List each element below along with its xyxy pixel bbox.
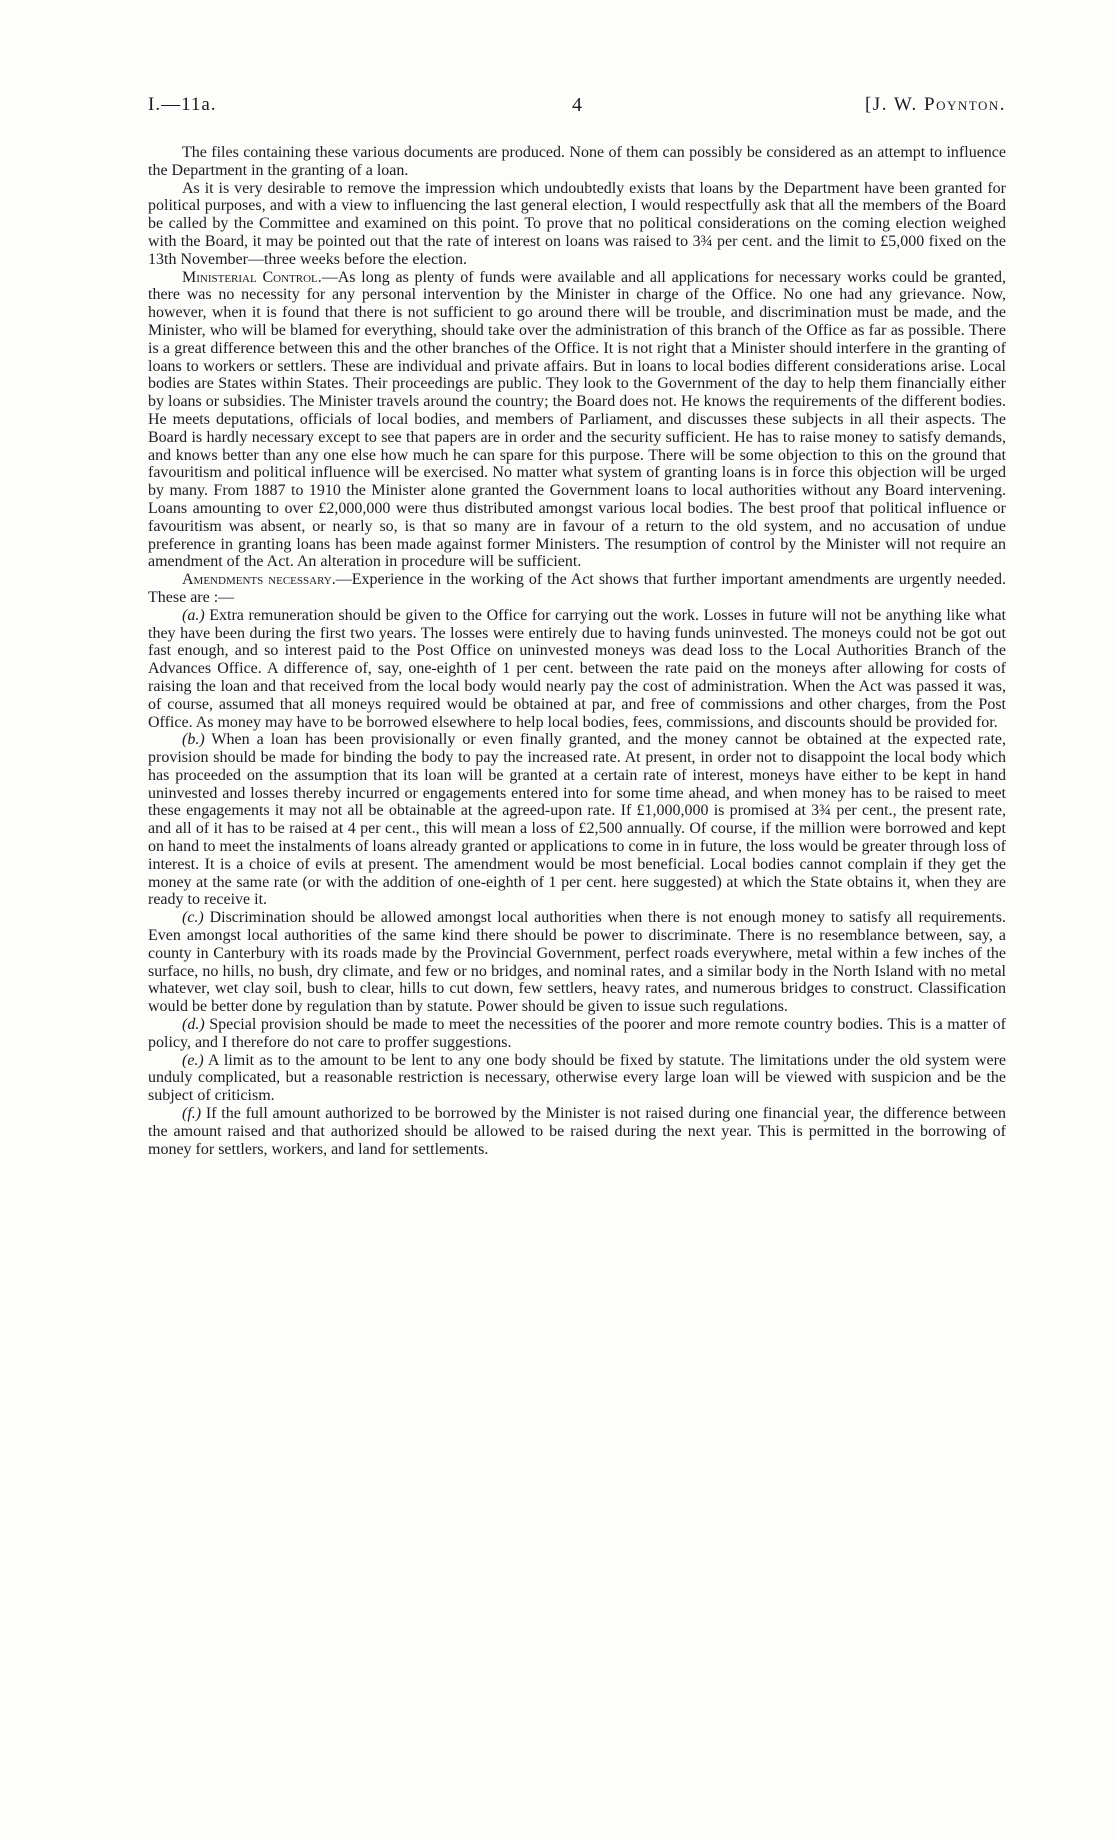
paragraph-amendments-necessary: Amendments necessary.—Experience in the working of the Act shows that further important amendments are urgently needed. These are :— (148, 571, 1007, 606)
paragraph-item-c: (c.) Discrimination should be allowed amongst local authorities when there is not enough money to satisfy all requirements. Even amongst local authorities of the same kind there should be power to discriminate. There is no resemblance between, say, a county in Canterbury with its roads made by the Provincial Government, perfect roads everywhere, metal within a few inches of the surface, no hills, no bush, dry climate, and few or no bridges, and nominal rates, and a similar body in the North Island with no metal whatever, wet clay soil, bush to clear, hills to cut down, few settlers, heavy rates, and numerous bridges to construct. Classification would be better done by regulation than by statute. Power should be given to issue such regulations. (148, 909, 1006, 1016)
item-label: (e.) (182, 1051, 204, 1069)
paragraph-item-d: (d.) Special provision should be made to meet the necessities of the poorer and more remote country bodies. This is a matter of policy, and I therefore do not care to proffer suggestions. (148, 1016, 1006, 1051)
item-label: (d.) (182, 1016, 205, 1034)
document-body (148, 144, 1006, 1158)
paragraph-item-a: (a.) Extra remuneration should be given to the Office for carrying out the work. Losses in future will not be anything like what they have been during the first two years. The losses were entirely due to having funds uninvested. The moneys could not be got out fast enough, and so interest paid to the Post Office on uninvested moneys was dead loss to the Local Authorities Branch of the Advances Office. A difference of, say, one-eighth of 1 per cent. between the rate paid on the moneys after allowing for costs of raising the loan and that received from the local body would nearly pay the cost of administration. When the Act was passed it was, of course, assumed that all moneys required would be obtained at par, and free of commissions and other charges, from the Post Office. As money may have to be borrowed elsewhere to help local bodies, fees, commissions, and discounts should be provided for. (148, 606, 1006, 731)
paragraph-item-b: (b.) When a loan has been provisionally or even finally granted, and the money cannot be obtained at the expected rate, provision should be made for binding the body to pay the increased rate. At present, in order not to disappoint the local body which has proceeded on the assumption that its loan will be granted at a certain rate of interest, moneys have either to be kept in hand uninvested and losses thereby incurred or engagements entered into for some time ahead, and when money has to be raised to meet these engagements it may not all be obtainable at the agreed-upon rate. If £1,000,000 is promised at 3¾ per cent., the present rate, and all of it has to be raised at 4 per cent., this will mean a loss of £2,500 annually. Of course, if the million were borrowed and kept on hand to meet the instalments of loans already granted or applications to come in in future, the loss would be greater through loss of interest. It is a choice of evils at present. The amendment would be most beneficial. Local bodies cannot complain if they get the money at the same rate (or with the addition of one-eighth of 1 per cent. here suggested) at which the State obtains it, when they are ready to receive it. (148, 731, 1007, 909)
witness-name: [J. W. Poynton. (864, 94, 1006, 115)
section-heading: Amendments necessary. (182, 571, 336, 589)
item-label: (f.) (182, 1105, 202, 1123)
page-header (148, 94, 1006, 122)
paragraph-political-impression: As it is very desirable to remove the impression which undoubtedly exists that loans by the Department have been granted for political purposes, and with a view to influencing the last general election, I would respectfully ask that all the members of the Board be called by the Committee and examined on this point. To prove that no political considerations on the coming election weighed with the Board, it may be pointed out that the rate of interest on loans was raised to 3¾ per cent. and the limit to £5,000 fixed on the 13th November—three weeks before the election. (148, 179, 1006, 268)
page-number: 4 (572, 94, 582, 116)
paragraph-ministerial-control: Ministerial Control.—As long as plenty of funds were available and all applications for necessary works could be granted, there was no necessity for any personal intervention by the Minister in charge of the Office. No one had any grievance. Now, however, when it is found that there is not sufficient to go around there will be trouble, and discrimination must be made, and the Minister, who will be blamed for everything, should take over the administration of this branch of the Office as far as possible. There is a great difference between this and the other branches of the Office. It is not right that a Minister should interfere in the granting of loans to workers or settlers. These are individual and private affairs. But in loans to local bodies different considerations arise. Local bodies are States within States. Their proceedings are public. They look to the Government of the day to help them financially either by loans or subsidies. The Minister travels around the country; the Board does not. He knows the requirements of the different bodies. He meets deputations, officials of local bodies, and members of Parliament, and discusses these subjects in all their aspects. The Board is hardly necessary except to see that papers are in order and the security sufficient. He has to raise money to satisfy demands, and knows better than any one else how much he can spare for this purpose. There will be some objection to this on the ground that favouritism and political influence will be exercised. No matter what system of granting loans is in force this objection will be urged by many. From 1887 to 1910 the Minister alone granted the Government loans to local authorities without any Board intervening. Loans amounting to over £2,000,000 were thus distributed amongst various local bodies. The best proof that political influence or favouritism was absent, or nearly so, is that so many are in favour of a return to the old system, and no accusation of undue preference in granting loans has been made against former Ministers. The resumption of control by the Minister will not require an amendment of the Act. An alteration in procedure will be sufficient. (148, 268, 1006, 571)
item-label: (a.) (182, 606, 205, 624)
item-label: (c.) (182, 909, 204, 927)
report-reference: I.—11a. (148, 94, 217, 115)
paragraph-item-e: (e.) A limit as to the amount to be lent to any one body should be fixed by statute. The limitations under the old system were unduly complicated, but a reasonable restriction is necessary, otherwise every large loan will be viewed with suspicion and be the subject of criticism. (148, 1051, 1006, 1105)
item-label: (b.) (182, 731, 205, 749)
paragraph-files-produced: The files containing these various documents are produced. None of them can possibly be considered as an attempt to influence the Department in the granting of a loan. (148, 144, 1006, 179)
section-heading: Ministerial Control. (182, 268, 322, 286)
paragraph-item-f: (f.) If the full amount authorized to be borrowed by the Minister is not raised during one financial year, the difference between the amount raised and that authorized should be allowed to be raised during the next year. This is permitted in the borrowing of money for settlers, workers, and land for settlements. (148, 1105, 1006, 1158)
